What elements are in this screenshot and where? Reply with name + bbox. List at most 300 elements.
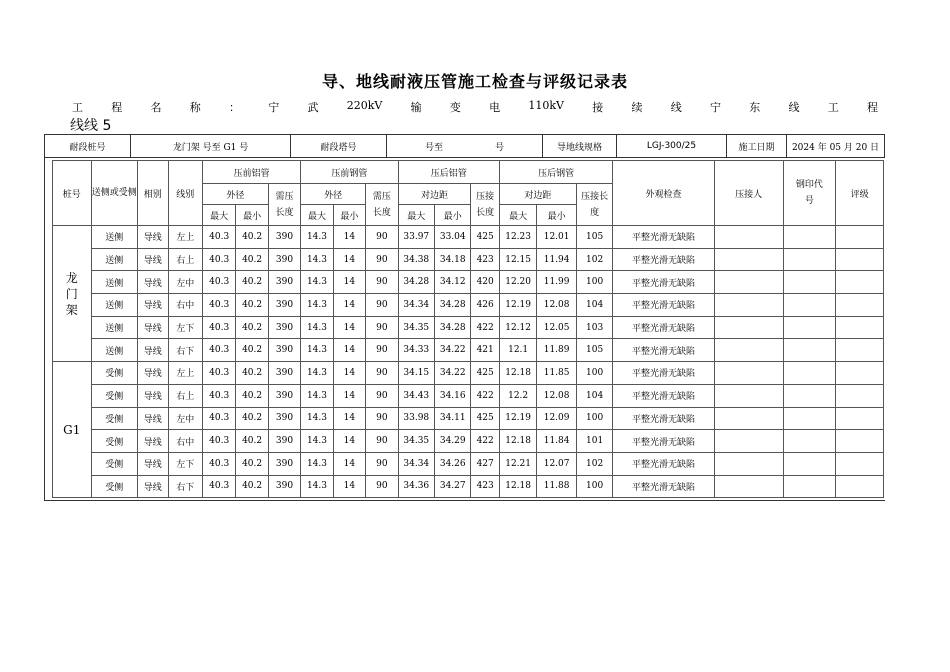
- tower-label: 耐段塔号: [291, 135, 387, 158]
- date-label: 施工日期: [727, 135, 787, 158]
- header-phase: 相别: [138, 161, 168, 226]
- table-cell: 12.1: [499, 339, 536, 362]
- table-cell: 102: [576, 248, 613, 271]
- table-cell: 34.11: [435, 407, 471, 430]
- table-cell: 423: [471, 248, 499, 271]
- header-side: 送侧或受侧: [91, 161, 138, 226]
- project-char: 武: [307, 101, 319, 114]
- record-table: [52, 160, 884, 498]
- table-cell: 平整光滑无缺陷: [613, 407, 714, 430]
- header-steel-pre: 压前钢管: [301, 161, 398, 184]
- table-cell: 14.3: [301, 475, 333, 498]
- project-char: 输: [410, 101, 422, 114]
- table-cell: 34.35: [398, 316, 434, 339]
- stamp-cell: [783, 384, 836, 407]
- grade-cell: [836, 362, 884, 385]
- tower-value: [387, 135, 543, 158]
- project-name-continuation: 线线 5: [70, 118, 112, 134]
- spec-value: LGJ-300/25: [617, 135, 727, 158]
- table-cell: 427: [471, 452, 499, 475]
- table-cell: 11.88: [537, 475, 577, 498]
- stamp-cell: [783, 339, 836, 362]
- header-max: 最大: [202, 205, 235, 226]
- table-cell: 14.3: [301, 248, 333, 271]
- table-cell: 导线: [138, 362, 168, 385]
- table-cell: 14: [333, 294, 365, 317]
- spec-label: 导地线规格: [543, 135, 617, 158]
- table-cell: 90: [366, 362, 398, 385]
- header-al-pre: 压前铝管: [202, 161, 300, 184]
- table-cell: 103: [576, 316, 613, 339]
- crimper-cell: [714, 475, 783, 498]
- table-cell: 12.21: [499, 452, 536, 475]
- stamp-cell: [783, 248, 836, 271]
- table-cell: 33.04: [435, 226, 471, 249]
- table-cell: 40.2: [236, 384, 268, 407]
- crimper-cell: [714, 248, 783, 271]
- table-cell: 12.19: [499, 407, 536, 430]
- table-cell: 34.15: [398, 362, 434, 385]
- table-cell: 平整光滑无缺陷: [613, 248, 714, 271]
- table-row: [53, 430, 884, 453]
- table-cell: 14.3: [301, 384, 333, 407]
- header-min: 最小: [435, 205, 471, 226]
- table-cell: 105: [576, 226, 613, 249]
- table-row: [53, 407, 884, 430]
- table-cell: 34.43: [398, 384, 434, 407]
- crimper-cell: [714, 452, 783, 475]
- table-cell: 90: [366, 271, 398, 294]
- crimper-cell: [714, 316, 783, 339]
- table-cell: 12.2: [499, 384, 536, 407]
- table-cell: 平整光滑无缺陷: [613, 362, 714, 385]
- table-cell: 导线: [138, 475, 168, 498]
- table-cell: 40.2: [236, 271, 268, 294]
- table-cell: 34.34: [398, 452, 434, 475]
- table-cell: 390: [268, 316, 300, 339]
- header-steel-outer: 外径: [301, 184, 366, 205]
- header-steel-post: 压后钢管: [499, 161, 613, 184]
- table-cell: 12.19: [499, 294, 536, 317]
- header-max: 最大: [499, 205, 536, 226]
- table-cell: 40.3: [202, 248, 235, 271]
- table-cell: 420: [471, 271, 499, 294]
- table-cell: 40.3: [202, 430, 235, 453]
- crimper-cell: [714, 384, 783, 407]
- table-row: [53, 248, 884, 271]
- project-char: 续: [631, 101, 643, 114]
- table-cell: 导线: [138, 248, 168, 271]
- table-row: [53, 452, 884, 475]
- table-cell: 34.12: [435, 271, 471, 294]
- table-cell: 14: [333, 362, 365, 385]
- table-cell: 40.2: [236, 339, 268, 362]
- project-char: ：: [229, 101, 240, 114]
- header-al-pressed-len: 压接长度: [471, 184, 499, 226]
- header-steel-pressed-len: 压接长度: [576, 184, 613, 226]
- table-cell: 34.18: [435, 248, 471, 271]
- table-cell: 14.3: [301, 226, 333, 249]
- table-cell: 平整光滑无缺陷: [613, 316, 714, 339]
- table-cell: 平整光滑无缺陷: [613, 475, 714, 498]
- table-cell: 34.29: [435, 430, 471, 453]
- table-cell: 40.3: [202, 452, 235, 475]
- table-cell: 40.2: [236, 362, 268, 385]
- table-cell: 390: [268, 248, 300, 271]
- section-value: 龙门架 号至 G1 号: [131, 135, 291, 158]
- crimper-cell: [714, 226, 783, 249]
- table-cell: 平整光滑无缺陷: [613, 452, 714, 475]
- table-cell: 导线: [138, 407, 168, 430]
- table-cell: 34.28: [435, 316, 471, 339]
- table-cell: 14.3: [301, 316, 333, 339]
- table-cell: 390: [268, 362, 300, 385]
- grade-cell: [836, 339, 884, 362]
- table-cell: 40.3: [202, 316, 235, 339]
- table-cell: 34.28: [435, 294, 471, 317]
- table-cell: 34.16: [435, 384, 471, 407]
- table-cell: 14.3: [301, 407, 333, 430]
- table-cell: 右上: [168, 384, 202, 407]
- table-cell: 14: [333, 430, 365, 453]
- table-cell: 421: [471, 339, 499, 362]
- grade-cell: [836, 226, 884, 249]
- table-cell: 40.2: [236, 475, 268, 498]
- table-cell: 90: [366, 339, 398, 362]
- table-cell: 14.3: [301, 452, 333, 475]
- table-cell: 40.2: [236, 294, 268, 317]
- table-cell: 390: [268, 475, 300, 498]
- table-cell: 导线: [138, 339, 168, 362]
- table-cell: 33.97: [398, 226, 434, 249]
- grade-cell: [836, 248, 884, 271]
- stamp-cell: [783, 294, 836, 317]
- table-cell: 12.12: [499, 316, 536, 339]
- table-cell: 平整光滑无缺陷: [613, 339, 714, 362]
- table-cell: 40.2: [236, 316, 268, 339]
- table-cell: 11.99: [537, 271, 577, 294]
- grade-cell: [836, 475, 884, 498]
- table-cell: 左中: [168, 407, 202, 430]
- table-row: [53, 475, 884, 498]
- project-char: 程: [866, 101, 878, 114]
- table-cell: 导线: [138, 452, 168, 475]
- table-cell: 12.23: [499, 226, 536, 249]
- crimper-cell: [714, 339, 783, 362]
- table-cell: 40.3: [202, 294, 235, 317]
- left-margin-line: [44, 134, 45, 500]
- table-cell: 左上: [168, 362, 202, 385]
- table-cell: 390: [268, 271, 300, 294]
- table-cell: 右中: [168, 430, 202, 453]
- table-cell: 34.28: [398, 271, 434, 294]
- project-name-line: [72, 99, 878, 115]
- date-value: 2024 年 05 月 20 日: [787, 135, 885, 158]
- table-cell: 390: [268, 294, 300, 317]
- table-cell: 左上: [168, 226, 202, 249]
- table-cell: 平整光滑无缺陷: [613, 271, 714, 294]
- project-char: 线: [788, 101, 800, 114]
- table-cell: 390: [268, 430, 300, 453]
- stamp-cell: [783, 362, 836, 385]
- table-cell: 左下: [168, 452, 202, 475]
- project-char: 名: [150, 101, 162, 114]
- table-cell: 14: [333, 339, 365, 362]
- table-cell: 11.85: [537, 362, 577, 385]
- section-label: 耐段桩号: [45, 135, 131, 158]
- table-cell: 40.3: [202, 271, 235, 294]
- table-row: [53, 362, 884, 385]
- table-cell: 导线: [138, 316, 168, 339]
- table-cell: 104: [576, 294, 613, 317]
- pile-cell: G1: [53, 362, 92, 498]
- table-cell: 34.38: [398, 248, 434, 271]
- crimper-cell: [714, 430, 783, 453]
- header-appearance: 外观检查: [613, 161, 714, 226]
- table-cell: 送侧: [91, 248, 138, 271]
- table-cell: 12.05: [537, 316, 577, 339]
- table-cell: 34.33: [398, 339, 434, 362]
- stamp-cell: [783, 452, 836, 475]
- stamp-cell: [783, 271, 836, 294]
- table-cell: 导线: [138, 430, 168, 453]
- header-crimper: 压接人: [714, 161, 783, 226]
- stamp-cell: [783, 226, 836, 249]
- table-cell: 90: [366, 316, 398, 339]
- table-cell: 受侧: [91, 407, 138, 430]
- grade-cell: [836, 294, 884, 317]
- table-cell: 100: [576, 362, 613, 385]
- table-cell: 11.94: [537, 248, 577, 271]
- table-cell: 425: [471, 226, 499, 249]
- project-char: 东: [749, 101, 761, 114]
- table-cell: 40.3: [202, 407, 235, 430]
- project-char: 宁: [268, 101, 280, 114]
- table-cell: 34.35: [398, 430, 434, 453]
- table-cell: 14.3: [301, 430, 333, 453]
- project-char: 工: [72, 101, 83, 114]
- table-cell: 90: [366, 430, 398, 453]
- header-al-press-len: 需压长度: [268, 184, 300, 226]
- header-pile: 桩号: [53, 161, 92, 226]
- table-cell: 40.2: [236, 430, 268, 453]
- header-al-post: 压后铝管: [398, 161, 499, 184]
- table-cell: 34.36: [398, 475, 434, 498]
- table-cell: 14.3: [301, 339, 333, 362]
- project-char: 工: [827, 101, 839, 114]
- header-max: 最大: [301, 205, 333, 226]
- table-cell: 平整光滑无缺陷: [613, 430, 714, 453]
- table-cell: 平整光滑无缺陷: [613, 294, 714, 317]
- table-cell: 14: [333, 475, 365, 498]
- crimper-cell: [714, 362, 783, 385]
- table-cell: 425: [471, 407, 499, 430]
- table-cell: 422: [471, 384, 499, 407]
- bottom-margin-line: [44, 500, 885, 501]
- table-cell: 送侧: [91, 339, 138, 362]
- header-max: 最大: [398, 205, 434, 226]
- table-cell: 100: [576, 407, 613, 430]
- grade-cell: [836, 407, 884, 430]
- table-cell: 12.07: [537, 452, 577, 475]
- table-cell: 422: [471, 316, 499, 339]
- table-cell: 14: [333, 226, 365, 249]
- table-cell: 送侧: [91, 316, 138, 339]
- project-char: 电: [489, 101, 501, 114]
- stamp-cell: [783, 430, 836, 453]
- table-cell: 14.3: [301, 271, 333, 294]
- table-cell: 送侧: [91, 226, 138, 249]
- header-steel-press-len: 需压长度: [366, 184, 398, 226]
- table-cell: 90: [366, 452, 398, 475]
- table-cell: 34.34: [398, 294, 434, 317]
- header-line: 线别: [168, 161, 202, 226]
- table-cell: 100: [576, 475, 613, 498]
- grade-cell: [836, 452, 884, 475]
- table-cell: 33.98: [398, 407, 434, 430]
- table-cell: 14: [333, 452, 365, 475]
- table-cell: 导线: [138, 271, 168, 294]
- header-min: 最小: [333, 205, 365, 226]
- header-al-flat: 对边距: [398, 184, 471, 205]
- grade-cell: [836, 430, 884, 453]
- table-cell: 12.09: [537, 407, 577, 430]
- table-cell: 34.27: [435, 475, 471, 498]
- table-cell: 422: [471, 430, 499, 453]
- table-cell: 14.3: [301, 294, 333, 317]
- table-cell: 40.3: [202, 384, 235, 407]
- header-al-outer: 外径: [202, 184, 268, 205]
- table-row: [53, 294, 884, 317]
- table-cell: 14: [333, 248, 365, 271]
- table-cell: 102: [576, 452, 613, 475]
- table-cell: 390: [268, 339, 300, 362]
- table-cell: 425: [471, 362, 499, 385]
- table-cell: 受侧: [91, 452, 138, 475]
- table-cell: 390: [268, 384, 300, 407]
- table-cell: 右上: [168, 248, 202, 271]
- table-cell: 右中: [168, 294, 202, 317]
- pile-cell: 龙门架: [53, 226, 92, 362]
- table-cell: 受侧: [91, 384, 138, 407]
- table-cell: 12.18: [499, 430, 536, 453]
- table-cell: 11.84: [537, 430, 577, 453]
- table-cell: 40.3: [202, 339, 235, 362]
- header-min: 最小: [236, 205, 268, 226]
- table-cell: 14: [333, 407, 365, 430]
- table-cell: 90: [366, 248, 398, 271]
- table-cell: 导线: [138, 294, 168, 317]
- table-cell: 40.2: [236, 226, 268, 249]
- table-cell: 40.3: [202, 362, 235, 385]
- table-row: [53, 384, 884, 407]
- table-cell: 34.22: [435, 339, 471, 362]
- crimper-cell: [714, 407, 783, 430]
- project-char: 线: [670, 101, 682, 114]
- table-cell: 12.18: [499, 362, 536, 385]
- table-row: [53, 226, 884, 249]
- table-cell: 平整光滑无缺陷: [613, 226, 714, 249]
- table-cell: 390: [268, 226, 300, 249]
- table-cell: 12.18: [499, 475, 536, 498]
- header-min: 最小: [537, 205, 577, 226]
- table-row: [53, 316, 884, 339]
- table-cell: 11.89: [537, 339, 577, 362]
- table-cell: 受侧: [91, 475, 138, 498]
- grade-cell: [836, 316, 884, 339]
- header-stamp: 钢印代号: [783, 161, 836, 226]
- project-char: 110kV: [528, 99, 564, 112]
- stamp-cell: [783, 475, 836, 498]
- info-header-table: [44, 134, 885, 158]
- table-cell: 右下: [168, 339, 202, 362]
- grade-cell: [836, 384, 884, 407]
- table-cell: 送侧: [91, 294, 138, 317]
- table-cell: 12.08: [537, 384, 577, 407]
- project-char: 称: [189, 101, 201, 114]
- table-cell: 101: [576, 430, 613, 453]
- table-cell: 390: [268, 452, 300, 475]
- crimper-cell: [714, 271, 783, 294]
- table-cell: 平整光滑无缺陷: [613, 384, 714, 407]
- table-cell: 90: [366, 384, 398, 407]
- table-cell: 90: [366, 294, 398, 317]
- table-cell: 390: [268, 407, 300, 430]
- table-cell: 90: [366, 407, 398, 430]
- table-cell: 40.3: [202, 475, 235, 498]
- table-cell: 14.3: [301, 362, 333, 385]
- table-cell: 受侧: [91, 430, 138, 453]
- table-row: [53, 339, 884, 362]
- table-cell: 426: [471, 294, 499, 317]
- project-char: 程: [111, 101, 123, 114]
- table-cell: 12.15: [499, 248, 536, 271]
- table-cell: 100: [576, 271, 613, 294]
- header-grade: 评级: [836, 161, 884, 226]
- project-char: 220kV: [346, 99, 383, 112]
- table-cell: 423: [471, 475, 499, 498]
- table-cell: 右下: [168, 475, 202, 498]
- stamp-cell: [783, 316, 836, 339]
- project-char: 接: [592, 101, 604, 114]
- tower-value-suffix: 号: [495, 142, 505, 153]
- table-cell: 40.2: [236, 452, 268, 475]
- table-cell: 34.22: [435, 362, 471, 385]
- table-cell: 104: [576, 384, 613, 407]
- table-cell: 12.01: [537, 226, 577, 249]
- table-cell: 12.08: [537, 294, 577, 317]
- table-cell: 导线: [138, 384, 168, 407]
- table-cell: 导线: [138, 226, 168, 249]
- table-cell: 40.3: [202, 226, 235, 249]
- table-cell: 受侧: [91, 362, 138, 385]
- table-cell: 左下: [168, 316, 202, 339]
- project-char: 宁: [709, 101, 721, 114]
- table-cell: 14: [333, 384, 365, 407]
- table-cell: 12.20: [499, 271, 536, 294]
- table-cell: 34.26: [435, 452, 471, 475]
- project-char: 变: [449, 101, 461, 114]
- crimper-cell: [714, 294, 783, 317]
- header-steel-flat: 对边距: [499, 184, 576, 205]
- table-cell: 90: [366, 226, 398, 249]
- table-cell: 左中: [168, 271, 202, 294]
- table-cell: 90: [366, 475, 398, 498]
- table-cell: 40.2: [236, 248, 268, 271]
- tower-value-text: 号至: [424, 142, 443, 153]
- stamp-cell: [783, 407, 836, 430]
- table-row: [53, 271, 884, 294]
